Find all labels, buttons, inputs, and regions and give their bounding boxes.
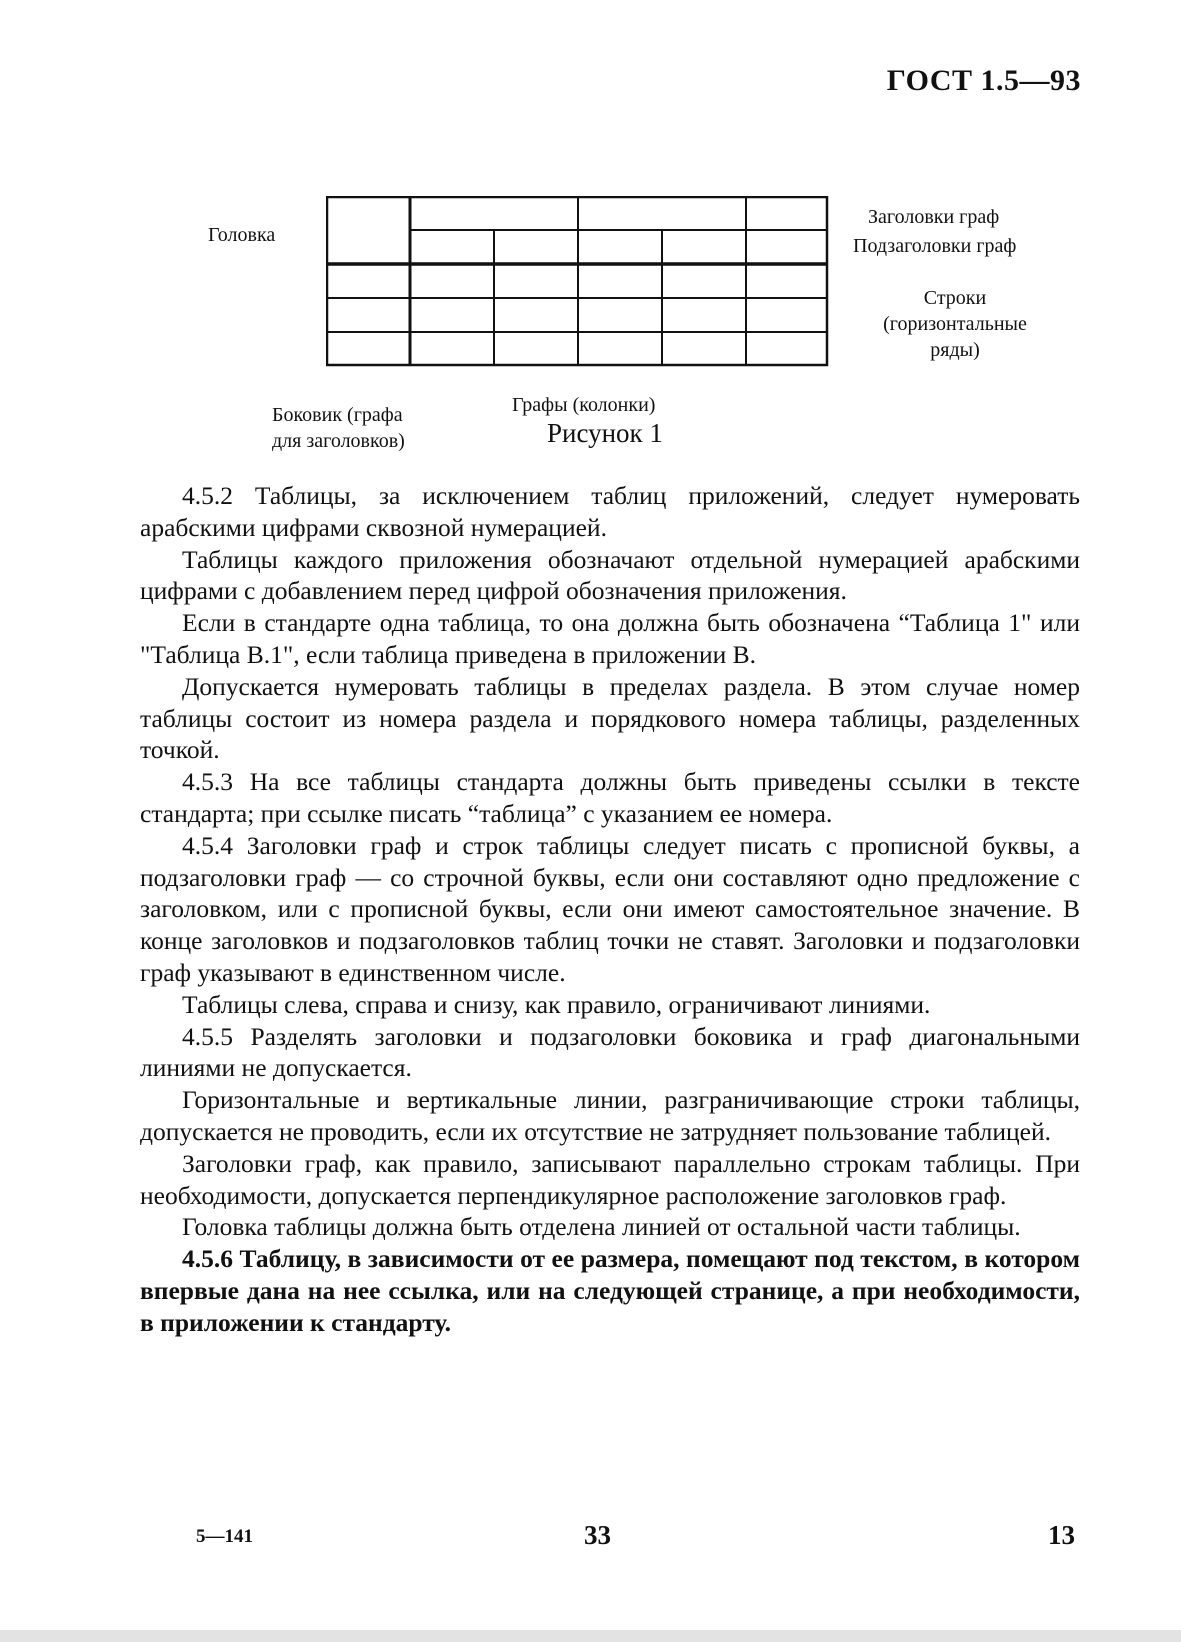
paragraph: Допускается нумеровать таблицы в пределах раздела. В этом случае номер таблицы состоит из номера раздела и порядкового номера таблицы, разделенных точкой. (140, 671, 1080, 765)
label-grafy: Графы (колонки) (512, 394, 656, 416)
document-code: ГОСТ 1.5—93 (886, 64, 1081, 97)
footer-code: 5—141 (196, 1526, 253, 1547)
label-stroki-line1: Строки (923, 287, 987, 309)
paragraph: Если в стандарте одна таблица, то она должна быть обозначена “Таблица 1" или "Таблица В.1", если таблица приведена в приложении В. (140, 608, 1080, 669)
table-diagram (326, 196, 830, 368)
label-stroki-line3: ряды) (930, 339, 980, 361)
paragraph: Заголовки граф, как правило, записывают параллельно строкам таблицы. При необходимости, допускается перпендикулярное расположение заголовков граф. (140, 1148, 1080, 1210)
label-bokovik (272, 402, 462, 454)
page-number: 13 (1048, 1520, 1075, 1550)
figure-table-structure (0, 0, 1181, 470)
paragraph: 4.5.4 Заголовки граф и строк таблицы следует писать с прописной буквы, а подзаголовки граф — со строчной буквы, если они составляют одно предложение с заголовком, или с прописной буквы, если они имеют самостоятельное значение. В конце заголовков и подзаголовков таблиц точки не ставят. Заголовки и подзаголовки граф указывают в единственном числе. (140, 830, 1080, 987)
label-golovka: Головка (208, 224, 276, 246)
label-zagolovki-graf: Заголовки граф (868, 206, 1000, 228)
viewer-bottom-strip (0, 1630, 1181, 1642)
figure-caption: Рисунок 1 (547, 418, 663, 448)
footer-center-page: 33 (584, 1520, 611, 1550)
label-bokovik-line1: Боковик (графа (272, 404, 403, 426)
paragraph: 4.5.6 Таблицу, в зависимости от ее размера, помещают под текстом, в котором впервые дана на нее ссылка, или на следующей странице, а при необходимости, в приложении к стандарту. (140, 1244, 1080, 1337)
label-podzagolovki-graf: Подзаголовки граф (853, 235, 1017, 257)
label-bokovik-line2: для заголовков) (272, 430, 405, 452)
paragraph: Горизонтальные и вертикальные линии, разграничивающие строки таблицы, допускается не проводить, если их отсутствие не затрудняет пользование таблицей. (140, 1085, 1080, 1146)
label-stroki (860, 285, 1050, 363)
paragraph: 4.5.5 Разделять заголовки и подзаголовки боковика и граф диагональными линиями не допускается. (140, 1021, 1080, 1083)
paragraph: 4.5.3 На все таблицы стандарта должны быть приведены ссылки в тексте стандарта; при ссылке писать “таблица” с указанием ее номера. (140, 767, 1080, 828)
paragraph: Головка таблицы должна быть отделена линией от остальной части таблицы. (182, 1212, 1021, 1242)
body-text (140, 480, 1080, 1339)
label-stroki-line2: (горизонтальные (883, 313, 1027, 335)
paragraph: 4.5.2 Таблицы, за исключением таблиц приложений, следует нумеровать арабскими цифрами сквозной нумерацией. (140, 481, 1080, 542)
paragraph: Таблицы слева, справа и снизу, как правило, ограничивают линиями. (182, 989, 931, 1019)
paragraph: Таблицы каждого приложения обозначают отдельной нумерацией арабскими цифрами с добавлением перед цифрой обозначения приложения. (140, 544, 1080, 606)
